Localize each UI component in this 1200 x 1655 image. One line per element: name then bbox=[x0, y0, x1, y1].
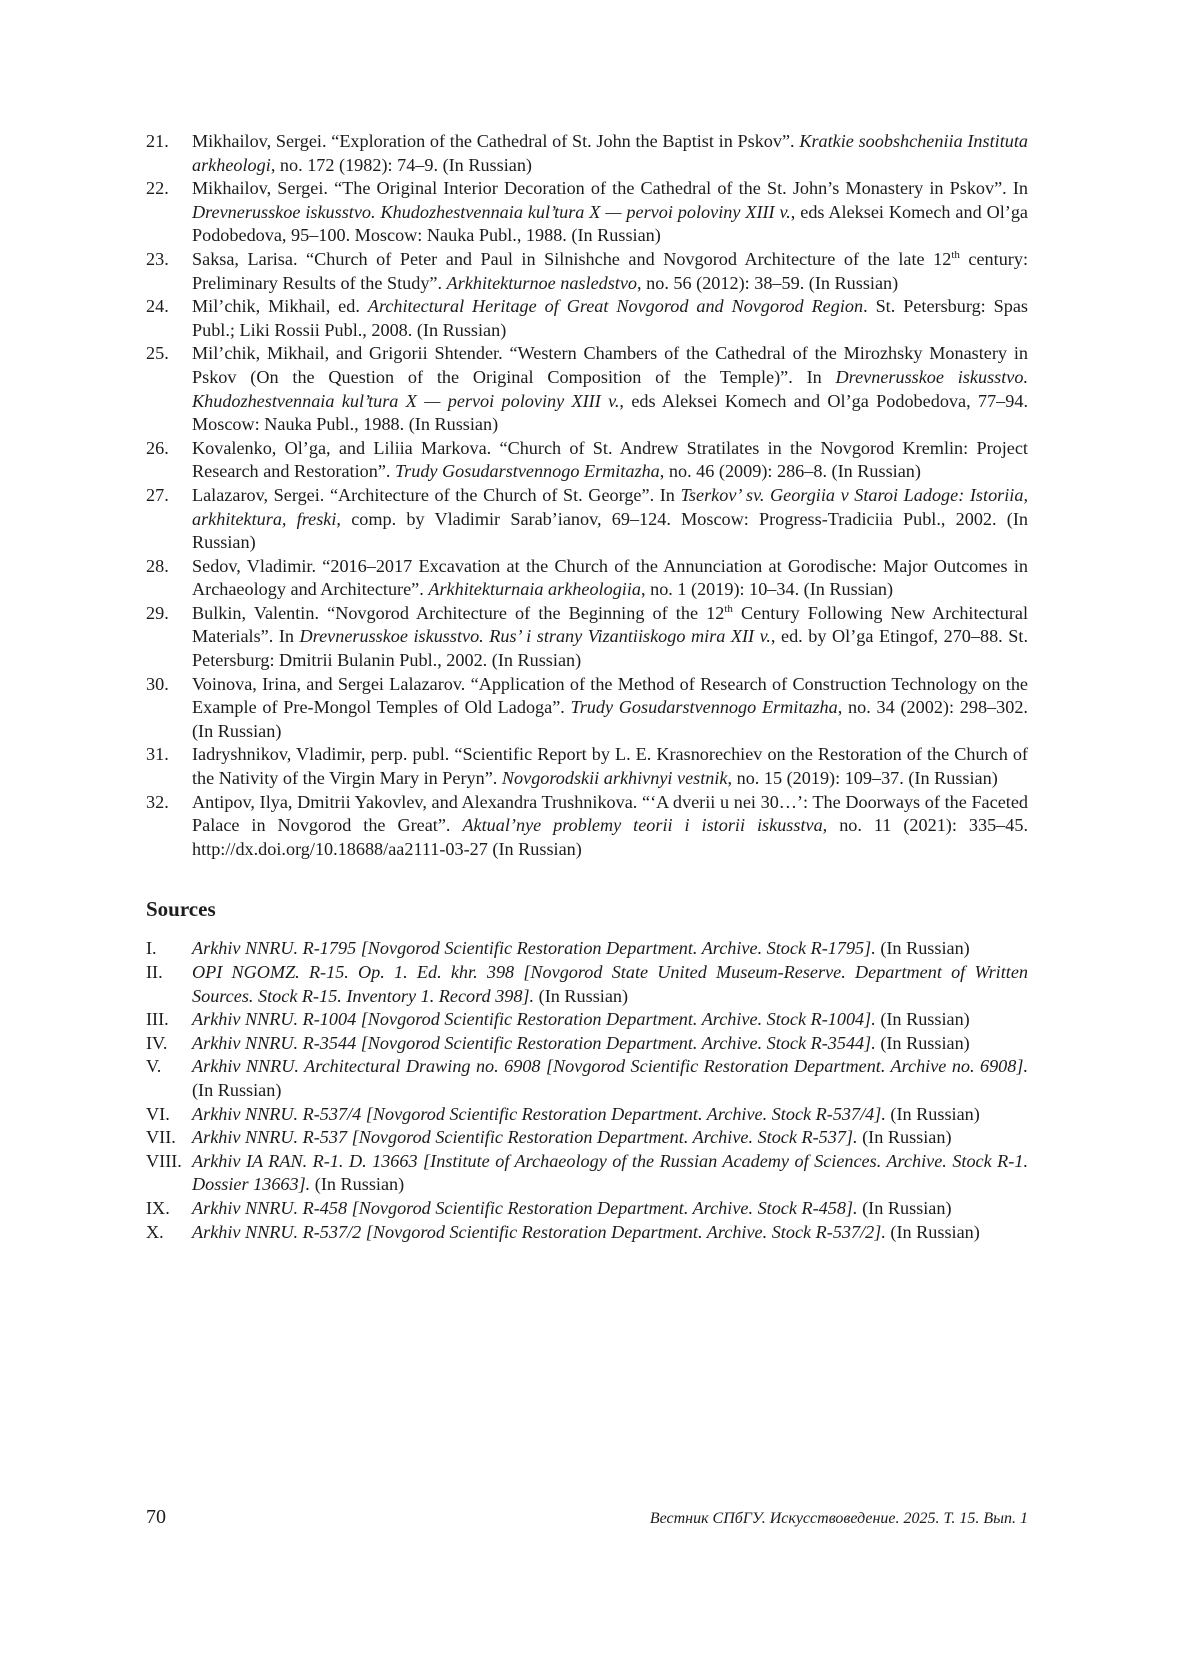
reference-item-text bbox=[192, 177, 1028, 248]
reference-item-number: 29. bbox=[146, 602, 169, 623]
reference-item bbox=[146, 673, 1028, 744]
reference-item-text bbox=[192, 130, 1028, 177]
citation-text: Mikhailov, Sergei. “The Original Interior Decoration of the Cathedral of the St. John’s Monastery in Pskov”. In bbox=[192, 178, 1028, 199]
citation-text: (In Russian) bbox=[857, 1127, 952, 1148]
citation-text: Mil’chik, Mikhail, and Grigorii Shtender. “Western Chambers of the Cathedral of the Mirozhsky Monastery in Pskov (On the Question of the Original Composition of the Temple)”. In bbox=[192, 343, 1028, 387]
reference-item bbox=[146, 484, 1028, 555]
source-item-number: I. bbox=[146, 938, 157, 959]
citation-text: Bulkin, Valentin. “Novgorod Architecture of the Beginning of the 12 bbox=[192, 602, 725, 623]
reference-item-text bbox=[192, 743, 1028, 790]
source-item-number: IX. bbox=[146, 1197, 170, 1218]
superscript: th bbox=[951, 248, 960, 261]
source-item-text bbox=[192, 1197, 1028, 1221]
italic-title: Trudy Gosudarstvennogo Ermitazha bbox=[570, 697, 838, 718]
italic-title: Kratkie soobshcheniia Instituta arkheologi bbox=[192, 131, 1028, 175]
italic-title: Aktual’nye problemy teorii i istorii iskusstva bbox=[462, 815, 823, 836]
source-item bbox=[146, 1032, 1028, 1056]
source-item-number: VII. bbox=[146, 1127, 176, 1148]
reference-item-number: 24. bbox=[146, 296, 169, 317]
citation-text: Saksa, Larisa. “Church of Peter and Paul in Silnishche and Novgorod Architecture of the late 12 bbox=[192, 248, 952, 269]
italic-title: Arkhiv NNRU. R-537/2 [Novgorod Scientific Restoration Department. Archive. Stock R-537/2]. bbox=[192, 1221, 886, 1242]
citation-text: (In Russian) bbox=[857, 1197, 952, 1218]
reference-item bbox=[146, 177, 1028, 248]
reference-item-number: 25. bbox=[146, 343, 169, 364]
source-item bbox=[146, 1055, 1028, 1102]
citation-text: Mil’chik, Mikhail, ed. bbox=[192, 296, 368, 317]
citation-text: , no. 46 (2009): 286–8. (In Russian) bbox=[659, 461, 921, 482]
reference-item-text bbox=[192, 248, 1028, 295]
citation-text: Sedov, Vladimir. “2016–2017 Excavation at the Church of the Annunciation at Gorodische: Major Outcomes in Archaeology and Architecture”. bbox=[192, 555, 1028, 600]
citation-text: , no. 56 (2012): 38–59. (In Russian) bbox=[637, 272, 899, 293]
source-item-number: III. bbox=[146, 1009, 169, 1030]
sources-list bbox=[146, 937, 1028, 1244]
citation-text: (In Russian) bbox=[885, 1103, 980, 1124]
reference-item-number: 27. bbox=[146, 484, 169, 505]
reference-item-number: 30. bbox=[146, 673, 169, 694]
reference-item bbox=[146, 295, 1028, 342]
italic-title: Drevnerusskoe iskusstvo. Khudozhestvennaia kul’tura X — pervoi poloviny XIII v. bbox=[192, 366, 1028, 411]
italic-title: Arkhitekturnaia arkheologiia bbox=[428, 579, 641, 600]
citation-text: Lalazarov, Sergei. “Architecture of the Church of St. George”. In bbox=[192, 484, 681, 505]
source-item-number: VIII. bbox=[146, 1150, 182, 1171]
reference-item-number: 26. bbox=[146, 437, 169, 458]
italic-title: Drevnerusskoe iskusstvo. Rus’ i strany Vizantiiskogo mira XII v. bbox=[299, 626, 771, 647]
italic-title: Arkhiv NNRU. R-458 [Novgorod Scientific Restoration Department. Archive. Stock R-458]. bbox=[192, 1197, 858, 1218]
source-item-number: IV. bbox=[146, 1032, 168, 1053]
reference-item bbox=[146, 743, 1028, 790]
citation-text: (In Russian) bbox=[192, 1079, 282, 1100]
page-number: 70 bbox=[146, 1506, 166, 1528]
citation-text: Iadryshnikov, Vladimir, perp. publ. “Scientific Report by L. E. Krasnorechiev on the Restoration of the Church of the Nativity of the Virgin Mary in Peryn”. bbox=[192, 744, 1028, 789]
superscript: th bbox=[724, 602, 733, 615]
source-item bbox=[146, 1150, 1028, 1197]
reference-item-number: 32. bbox=[146, 791, 169, 812]
italic-title: Arkhiv NNRU. R-537/4 [Novgorod Scientific Restoration Department. Archive. Stock R-537/4]. bbox=[192, 1103, 886, 1124]
reference-item-text bbox=[192, 484, 1028, 555]
citation-text: , ed. by Ol’ga Etingof, 270–88. St. Petersburg: Dmitrii Bulanin Publ., 2002. (In Russian) bbox=[192, 626, 1028, 671]
reference-item bbox=[146, 555, 1028, 602]
citation-text: , no. 34 (2002): 298–302. (In Russian) bbox=[192, 697, 1028, 741]
italic-title: Arkhiv NNRU. Architectural Drawing no. 6908 [Novgorod Scientific Restoration Department. Archive no. 6908]. bbox=[192, 1056, 1028, 1077]
italic-title: Architectural Heritage of Great Novgorod and Novgorod Region bbox=[367, 296, 864, 317]
citation-text: Kovalenko, Ol’ga, and Liliia Markova. “Church of St. Andrew Stratilates in the Novgorod Kremlin: Project Research and Restoration”. bbox=[192, 437, 1028, 482]
italic-title: OPI NGOMZ. R-15. Op. 1. Ed. khr. 398 [Novgorod State United Museum-Reserve. Department of Written Sources. Stock R-15. Inventory 1. Record 398]. bbox=[192, 962, 1028, 1006]
citation-text: (In Russian) bbox=[310, 1174, 405, 1195]
source-item-text bbox=[192, 937, 1028, 961]
reference-item-number: 21. bbox=[146, 131, 169, 151]
source-item bbox=[146, 1008, 1028, 1032]
citation-text: , no. 11 (2021): 335–45. http://dx.doi.org/10.18688/aa2111-03-27 (In Russian) bbox=[192, 815, 1028, 859]
reference-item-number: 28. bbox=[146, 555, 169, 576]
citation-text: , no. 15 (2019): 109–37. (In Russian) bbox=[727, 768, 998, 789]
reference-item bbox=[146, 791, 1028, 862]
source-item-text bbox=[192, 1032, 1028, 1056]
citation-text: Mikhailov, Sergei. “Exploration of the Cathedral of St. John the Baptist in Pskov”. bbox=[192, 131, 800, 151]
source-item bbox=[146, 1103, 1028, 1127]
italic-title: Trudy Gosudarstvennogo Ermitazha bbox=[395, 461, 660, 482]
source-item bbox=[146, 1197, 1028, 1221]
citation-text: (In Russian) bbox=[875, 938, 970, 959]
italic-title: Arkhiv IA RAN. R-1. D. 13663 [Institute of Archaeology of the Russian Academy of Sciences. Archive. Stock R-1. Dossier 13663]. bbox=[192, 1150, 1028, 1195]
citation-text: century: Preliminary Results of the Study”. bbox=[192, 248, 1028, 293]
reference-item bbox=[146, 437, 1028, 484]
italic-title: Drevnerusskoe iskusstvo. Khudozhestvennaia kul’tura X — pervoi poloviny XIII v. bbox=[192, 201, 791, 222]
source-item-text bbox=[192, 1126, 1028, 1150]
citation-text: Antipov, Ilya, Dmitrii Yakovlev, and Alexandra Trushnikova. “‘A dverii u nei 30…’: The Doorways of the Faceted Palace in Novgorod the Great”. bbox=[192, 791, 1028, 836]
source-item-text bbox=[192, 1055, 1028, 1102]
source-item bbox=[146, 961, 1028, 1008]
citation-text: (In Russian) bbox=[885, 1221, 980, 1242]
citation-text: , eds Aleksei Komech and Ol’ga Podobedova, 95–100. Moscow: Nauka Publ., 1988. (In Russian) bbox=[192, 201, 1028, 246]
reference-item bbox=[146, 248, 1028, 295]
italic-title: Arkhiv NNRU. R-1004 [Novgorod Scientific Restoration Department. Archive. Stock R-1004]. bbox=[192, 1009, 876, 1030]
source-item bbox=[146, 1221, 1028, 1245]
source-item-text bbox=[192, 1008, 1028, 1032]
reference-item-number: 31. bbox=[146, 744, 169, 765]
italic-title: Arkhiv NNRU. R-1795 [Novgorod Scientific Restoration Department. Archive. Stock R-1795]. bbox=[192, 938, 876, 959]
source-item-number: V. bbox=[146, 1056, 162, 1077]
reference-item-text bbox=[192, 437, 1028, 484]
italic-title: Novgorodskii arkhivnyi vestnik bbox=[501, 768, 728, 789]
italic-title: Arkhiv NNRU. R-537 [Novgorod Scientific Restoration Department. Archive. Stock R-537]. bbox=[192, 1127, 858, 1148]
reference-item-text bbox=[192, 555, 1028, 602]
citation-text: Century Following New Architectural Materials”. In bbox=[192, 602, 1028, 647]
citation-text: , comp. by Vladimir Sarab’ianov, 69–124. Moscow: Progress-Tradiciia Publ., 2002. (In Russian) bbox=[192, 508, 1029, 553]
citation-text: , no. 172 (1982): 74–9. (In Russian) bbox=[270, 154, 532, 175]
citation-text: , no. 1 (2019): 10–34. (In Russian) bbox=[641, 579, 894, 600]
source-item bbox=[146, 937, 1028, 961]
reference-item-text bbox=[192, 295, 1028, 342]
reference-item-text bbox=[192, 791, 1028, 862]
reference-item-number: 23. bbox=[146, 248, 169, 269]
reference-item bbox=[146, 602, 1028, 673]
source-item-number: VI. bbox=[146, 1103, 170, 1124]
source-item-text bbox=[192, 961, 1028, 1008]
source-item-number: II. bbox=[146, 962, 163, 982]
citation-text: (In Russian) bbox=[875, 1032, 970, 1053]
citation-text: (In Russian) bbox=[534, 985, 629, 1006]
reference-item bbox=[146, 130, 1028, 177]
reference-item bbox=[146, 342, 1028, 436]
page-footer bbox=[146, 1506, 1028, 1529]
source-item-text bbox=[192, 1150, 1028, 1197]
source-item-text bbox=[192, 1221, 1028, 1245]
journal-title: Вестник СПбГУ. Искусствоведение. 2025. Т. 15. Вып. 1 bbox=[649, 1510, 1028, 1527]
citation-text: Voinova, Irina, and Sergei Lalazarov. “Application of the Method of Research of Construction Technology on the Example of Pre-Mongol Temples of Old Ladoga”. bbox=[192, 673, 1028, 718]
reference-item-text bbox=[192, 342, 1028, 436]
citation-text: . St. Petersburg: Spas Publ.; Liki Rossii Publ., 2008. (In Russian) bbox=[192, 296, 1028, 340]
source-item-text bbox=[192, 1103, 1028, 1127]
italic-title: Tserkov’ sv. Georgiia v Staroi Ladoge: Istoriia, arkhitektura, freski bbox=[192, 484, 1028, 529]
reference-item-number: 22. bbox=[146, 178, 169, 199]
italic-title: Arkhiv NNRU. R-3544 [Novgorod Scientific Restoration Department. Archive. Stock R-3544]. bbox=[192, 1032, 876, 1053]
citation-text: (In Russian) bbox=[875, 1009, 970, 1030]
references-list bbox=[146, 130, 1028, 861]
page-content bbox=[146, 130, 1028, 1244]
source-item bbox=[146, 1126, 1028, 1150]
reference-item-text bbox=[192, 673, 1028, 744]
sources-heading: Sources bbox=[146, 897, 216, 922]
source-item-number: X. bbox=[146, 1221, 164, 1242]
citation-text: , eds Aleksei Komech and Ol’ga Podobedova, 77–94. Moscow: Nauka Publ., 1988. (In Russian) bbox=[192, 390, 1028, 435]
reference-item-text bbox=[192, 602, 1028, 673]
italic-title: Arkhitekturnoe nasledstvo bbox=[446, 272, 638, 293]
